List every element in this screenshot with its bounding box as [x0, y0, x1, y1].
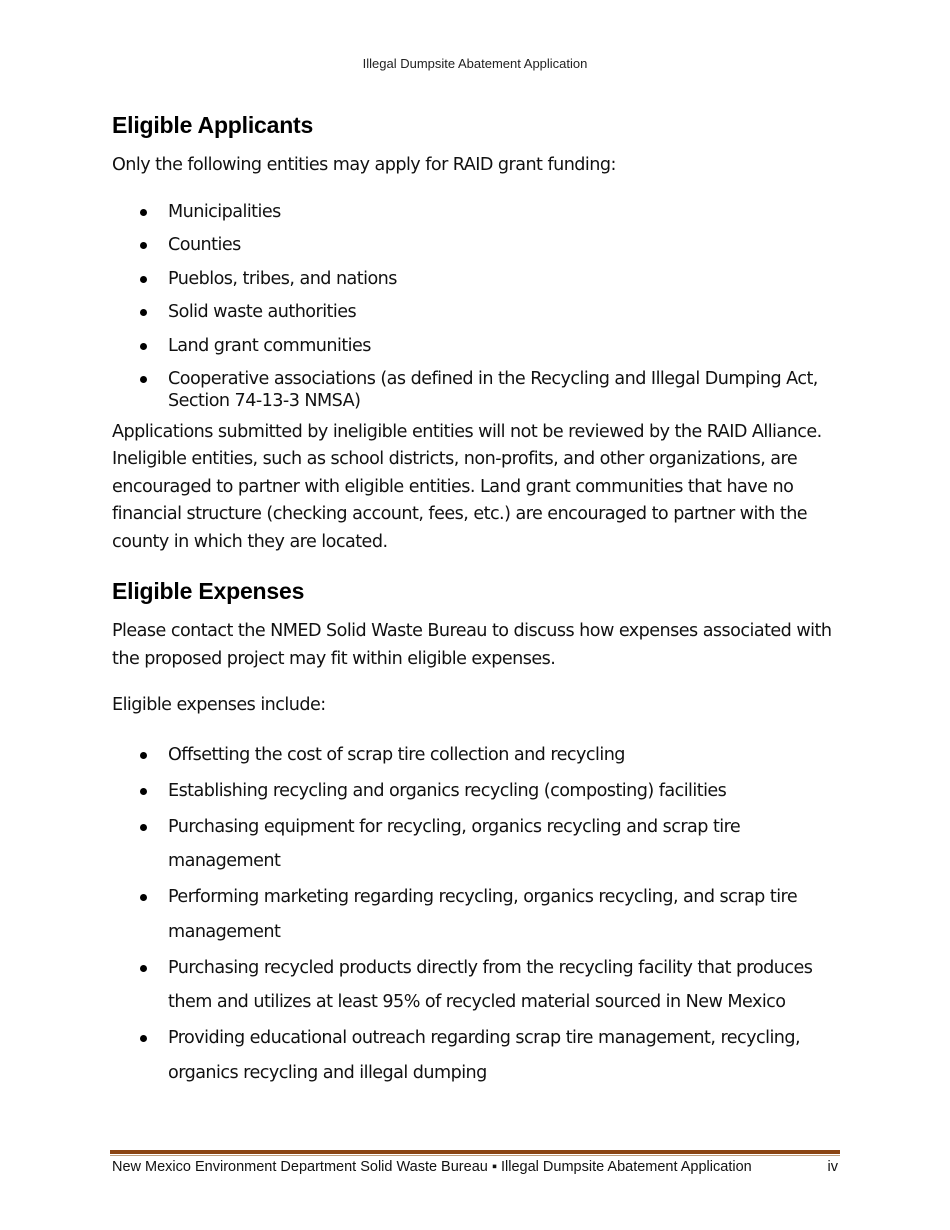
section-heading-eligible-expenses: Eligible Expenses: [112, 578, 305, 604]
footer-text: New Mexico Environment Department Solid Waste Bureau ▪ Illegal Dumpsite Abatement Application: [112, 1159, 752, 1175]
applicants-intro: Only the following entities may apply for RAID grant funding:: [112, 155, 616, 175]
list-item-text: Offsetting the cost of scrap tire collection and recycling: [168, 744, 625, 765]
bullet-icon: [140, 309, 147, 316]
list-item-text: Municipalities: [168, 201, 281, 222]
list-item: [112, 268, 842, 290]
list-item: [112, 201, 842, 223]
list-item-text: Purchasing equipment for recycling, organics recycling and scrap tire management: [168, 816, 741, 871]
bullet-icon: [140, 376, 147, 383]
bullet-icon: [140, 894, 147, 901]
bullet-icon: [140, 1035, 147, 1042]
list-item: [112, 774, 842, 809]
page-header: Illegal Dumpsite Abatement Application: [362, 56, 588, 71]
list-item-text: Providing educational outreach regarding scrap tire management, recycling, organics recycling and illegal dumping: [168, 1028, 801, 1083]
list-item-text: Solid waste authorities: [168, 302, 357, 322]
expenses-paragraph-include: Eligible expenses include:: [112, 695, 326, 715]
expenses-list: [112, 738, 842, 1091]
list-item-text: Pueblos, tribes, and nations: [168, 268, 397, 289]
bullet-icon: [140, 242, 147, 249]
bullet-icon: [140, 343, 147, 350]
bullet-icon: [140, 752, 147, 759]
applicants-paragraph: Applications submitted by ineligible entities will not be reviewed by the RAID Alliance. Ineligible entities, such as school districts, non-profits, and other organizations, are encouraged to partner with eligible entities. Land grant communities that have no financial structure (checking account, fees, etc.) are encouraged to partner with the county in which they are located.: [112, 421, 822, 552]
list-item: [112, 738, 842, 773]
page-footer: [112, 1159, 838, 1175]
list-item-text: Establishing recycling and organics recycling (composting) facilities: [168, 780, 727, 801]
page-number: iv: [827, 1159, 838, 1175]
list-item: [112, 880, 842, 949]
expenses-paragraph-contact: Please contact the NMED Solid Waste Bureau to discuss how expenses associated with the proposed project may fit within eligible expenses.: [112, 621, 832, 669]
list-item: [112, 335, 842, 357]
list-item: [112, 301, 842, 323]
list-item: [112, 368, 842, 412]
list-item-text: Cooperative associations (as defined in the Recycling and Illegal Dumping Act, Section 74-13-3 NMSA): [168, 369, 818, 411]
list-item-text: Land grant communities: [168, 335, 371, 356]
bullet-icon: [140, 965, 147, 972]
bullet-icon: [140, 824, 147, 831]
list-item-text: Performing marketing regarding recycling, organics recycling, and scrap tire management: [168, 887, 798, 942]
applicants-list: [112, 201, 842, 413]
list-item: [112, 234, 842, 256]
bullet-icon: [140, 788, 147, 795]
list-item-text: Purchasing recycled products directly from the recycling facility that produces them and utilizes at least 95% of recycled material sourced in New Mexico: [168, 957, 813, 1012]
footer-rule: [110, 1150, 840, 1154]
list-item: [112, 810, 842, 879]
bullet-icon: [140, 209, 147, 216]
footer-rule-thin: [110, 1155, 840, 1156]
list-item-text: Counties: [168, 235, 241, 255]
list-item: [112, 1021, 842, 1090]
document-body: [112, 112, 842, 1092]
list-item: [112, 951, 842, 1020]
section-heading-eligible-applicants: Eligible Applicants: [112, 112, 314, 138]
bullet-icon: [140, 276, 147, 283]
